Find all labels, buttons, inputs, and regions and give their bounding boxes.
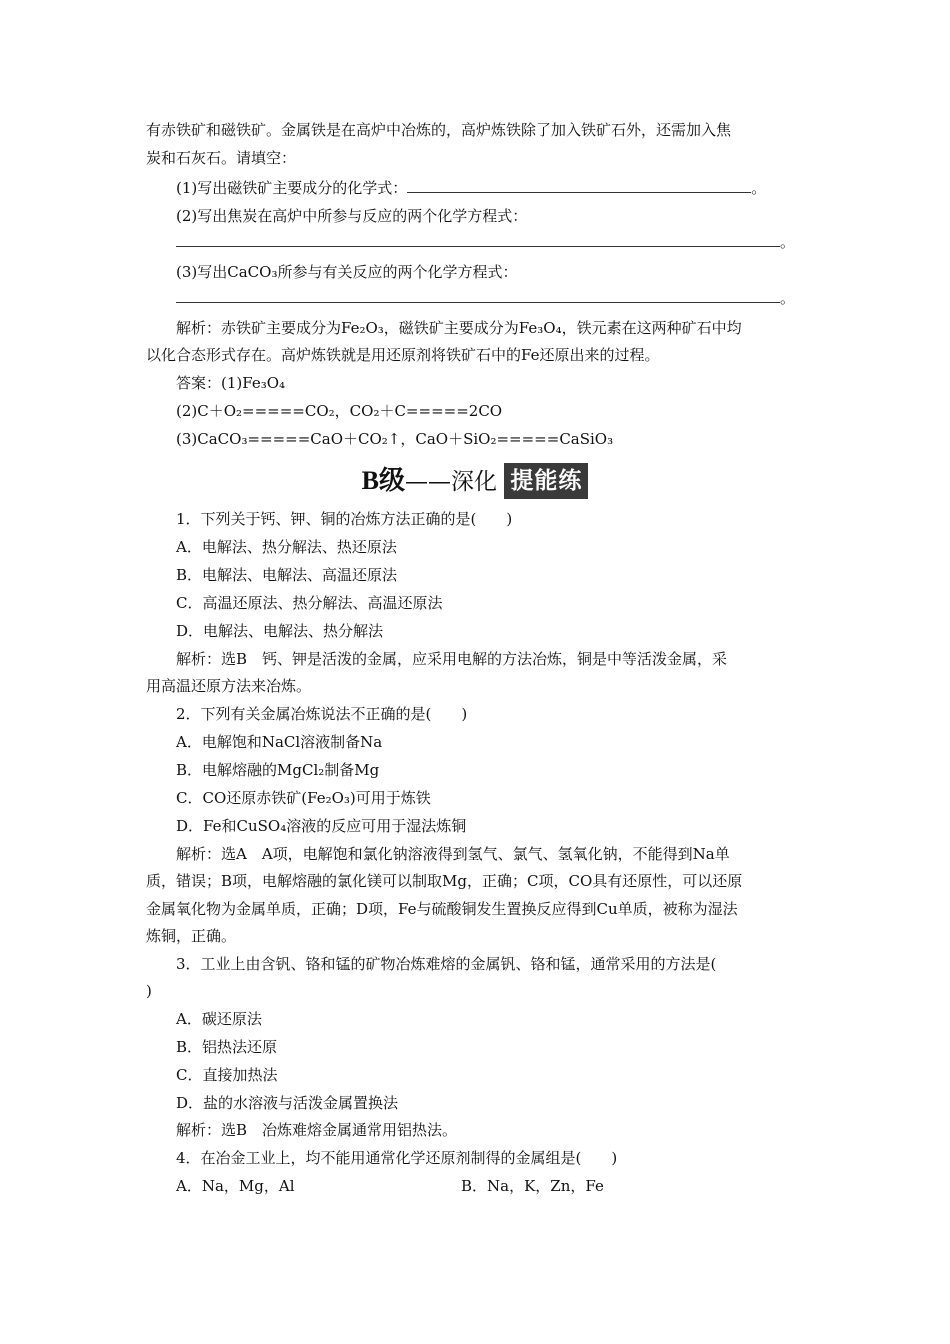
option-a: A．Na，Mg，Al [176, 1177, 295, 1195]
explanation-line: 解析：选B 钙、钾是活泼的金属，应采用电解的方法冶炼，铜是中等活泼金属，采 [176, 650, 728, 668]
section-tag: 提能练 [504, 463, 588, 499]
option-c: C．CO还原赤铁矿(Fe₂O₃)可用于炼铁 [176, 789, 431, 807]
explanation-line: 以化合态形式存在。高炉炼铁就是用还原剂将铁矿石中的Fe还原出来的过程。 [146, 346, 660, 364]
question-2-answer-line [176, 232, 795, 252]
answer-line: (2)C＋O₂=====CO₂，CO₂＋C=====2CO [176, 402, 503, 420]
prompt-text: (1)写出磁铁矿主要成分的化学式： [176, 179, 408, 197]
explanation-line: 炼铜，正确。 [146, 927, 237, 945]
period: 。 [780, 289, 796, 307]
option-b: B．电解熔融的MgCl₂制备Mg [176, 761, 380, 779]
explanation-line: 解析：选A A项，电解饱和氯化钠溶液得到氢气、氯气、氢氧化钠，不能得到Na单 [176, 845, 730, 863]
question-stem: 4．在冶金工业上，均不能用通常化学还原剂制得的金属组是( ) [176, 1149, 618, 1167]
answer-blank [407, 178, 751, 193]
option-a: A．电解饱和NaCl溶液制备Na [176, 733, 383, 751]
section-subtitle: ——深化 [405, 469, 498, 495]
period: 。 [780, 233, 796, 251]
option-d: D．电解法、电解法、热分解法 [176, 622, 384, 640]
explanation-line: 解析：赤铁矿主要成分为Fe₂O₃，磁铁矿主要成分为Fe₃O₄，铁元素在这两种矿石中均 [176, 319, 742, 337]
section-heading [0, 463, 950, 499]
section-level: B级 [361, 466, 406, 495]
option-b: B．电解法、电解法、高温还原法 [176, 566, 398, 584]
question-stem: 1．下列关于钙、钾、铜的冶炼方法正确的是( ) [176, 510, 513, 528]
question-3-prompt: (3)写出CaCO₃所参与有关反应的两个化学方程式： [176, 263, 518, 281]
answer-line: 答案：(1)Fe₃O₄ [176, 374, 286, 392]
option-a: A．碳还原法 [176, 1010, 262, 1028]
option-c: C．直接加热法 [176, 1066, 278, 1084]
explanation-line: 用高温还原方法来冶炼。 [146, 677, 312, 695]
explanation-line: 质，错误；B项，电解熔融的氯化镁可以制取Mg，正确；C项，CO具有还原性，可以还原 [146, 872, 743, 890]
answer-line: (3)CaCO₃=====CaO＋CO₂↑，CaO＋SiO₂=====CaSiO₃ [176, 430, 614, 448]
option-b: B．铝热法还原 [176, 1038, 278, 1056]
question-2-prompt: (2)写出焦炭在高炉中所参与反应的两个化学方程式： [176, 207, 528, 225]
option-d: D．盐的水溶液与活泼金属置换法 [176, 1094, 399, 1112]
option-a: A．电解法、热分解法、热还原法 [176, 538, 397, 556]
explanation-line: 金属氧化物为金属单质，正确；D项，Fe与硫酸铜发生置换反应得到Cu单质，被称为湿法 [146, 900, 738, 918]
answer-blank [176, 288, 780, 303]
explanation-line: 解析：选B 冶炼难熔金属通常用铝热法。 [176, 1121, 458, 1139]
paragraph-line: 炭和石灰石。请填空： [146, 149, 297, 167]
question-stem: 2．下列有关金属冶炼说法不正确的是( ) [176, 705, 468, 723]
option-b: B．Na，K，Zn，Fe [461, 1177, 604, 1195]
answer-blank [176, 232, 780, 247]
option-c: C．高温还原法、热分解法、高温还原法 [176, 594, 443, 612]
option-d: D．Fe和CuSO₄溶液的反应可用于湿法炼铜 [176, 817, 467, 835]
paragraph-line: 有赤铁矿和磁铁矿。金属铁是在高炉中冶炼的，高炉炼铁除了加入铁矿石外，还需加入焦 [146, 121, 732, 139]
question-stem: ) [146, 982, 152, 1000]
period: 。 [751, 179, 767, 197]
question-3-answer-line [176, 288, 795, 308]
question-1-prompt [176, 178, 766, 198]
question-stem: 3．工业上由含钒、铬和锰的矿物冶炼难熔的金属钒、铬和锰，通常采用的方法是( [176, 955, 717, 973]
